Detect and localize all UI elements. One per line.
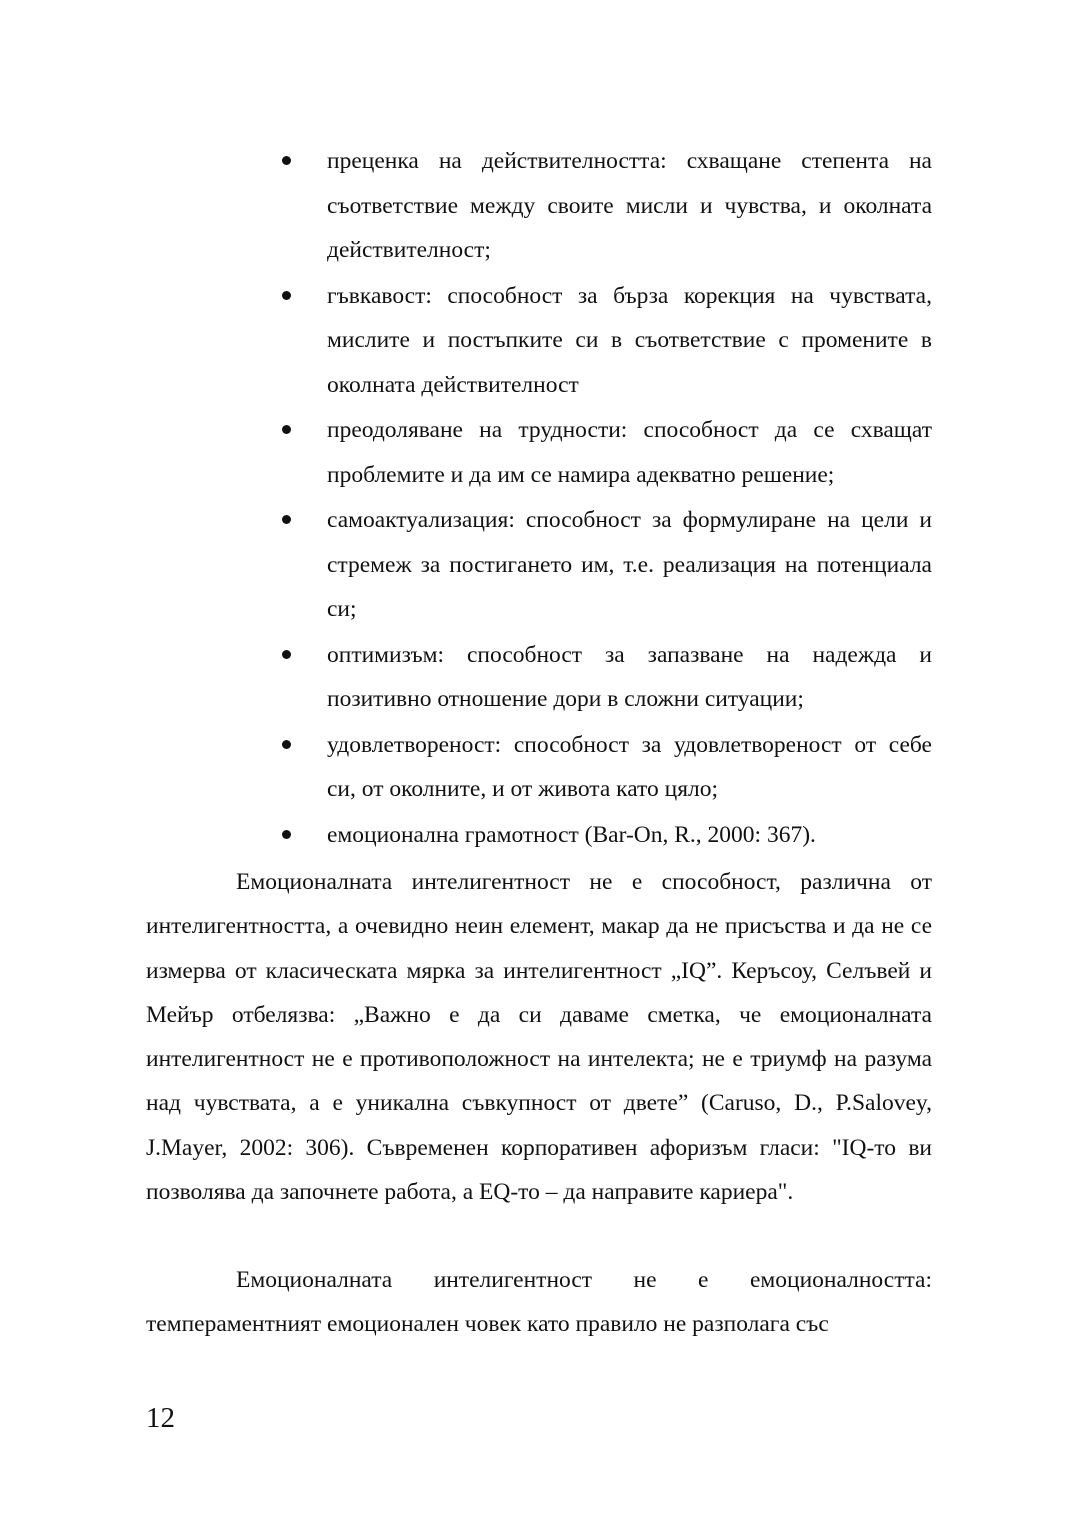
list-item	[282, 498, 932, 632]
bullet-icon	[282, 830, 291, 839]
bullet-text: гъвкавост: способност за бърза корекция на чувствата, мислите и постъпките си в съответствие с промените в околната действителност	[327, 282, 932, 398]
bullet-icon	[282, 515, 291, 524]
list-item	[282, 813, 932, 858]
list-item	[282, 633, 932, 722]
list-item	[282, 139, 932, 273]
body-paragraph: Емоционалната интелигентност не е способност, различна от интелигентността, а очевидно неин елемент, макар да не присъства и да не се измерва от класическата мярка за интелигентност „IQ”. Керъсоу, Селъвей и Мейър отбелязва: „Важно е да си даваме сметка, че емоционалната интелигентност не е противоположност на интелекта; не е триумф на разума над чувствата, а е уникална съвкупност от двете” (Caruso, D., P.Salovey, J.Mayer, 2002: 306). Съвременен корпоративен афоризъм гласи: "IQ-то ви позволява да започнете работа, а EQ-то – да направите кариера".	[146, 869, 932, 1206]
bullet-text: преодоляване на трудности: способност да се схващат проблемите и да им се намира адекватно решение;	[327, 417, 932, 488]
page-number: 12	[146, 1402, 175, 1434]
bullet-text: удовлетвореност: способност за удовлетвореност от себе си, от околните, и от живота като цяло;	[327, 731, 932, 802]
bullet-text: оптимизъм: способност за запазване на надежда и позитивно отношение дори в сложни ситуации;	[327, 641, 932, 712]
bullet-text: самоактуализация: способност за формулиране на цели и стремеж за постигането им, т.е. реализация на потенциала си;	[327, 507, 932, 622]
bullet-icon	[282, 650, 291, 659]
bullet-icon	[282, 740, 291, 749]
list-item	[282, 723, 932, 812]
bullet-icon	[282, 156, 291, 165]
list-item	[282, 408, 932, 497]
bullet-list	[282, 139, 932, 857]
bullet-icon	[282, 425, 291, 434]
bullet-text: преценка на действителността: схващане степента на съответствие между своите мисли и чувства, и околната действителност;	[327, 148, 932, 263]
bullet-text: емоционална грамотност (Bar-On, R., 2000: 367).	[327, 821, 816, 848]
list-item	[282, 274, 932, 408]
body-paragraph: Емоционалната интелигентност не е емоционалността: темпераментният емоционален човек като правило не разполага със	[146, 1267, 932, 1338]
bullet-icon	[282, 291, 291, 300]
